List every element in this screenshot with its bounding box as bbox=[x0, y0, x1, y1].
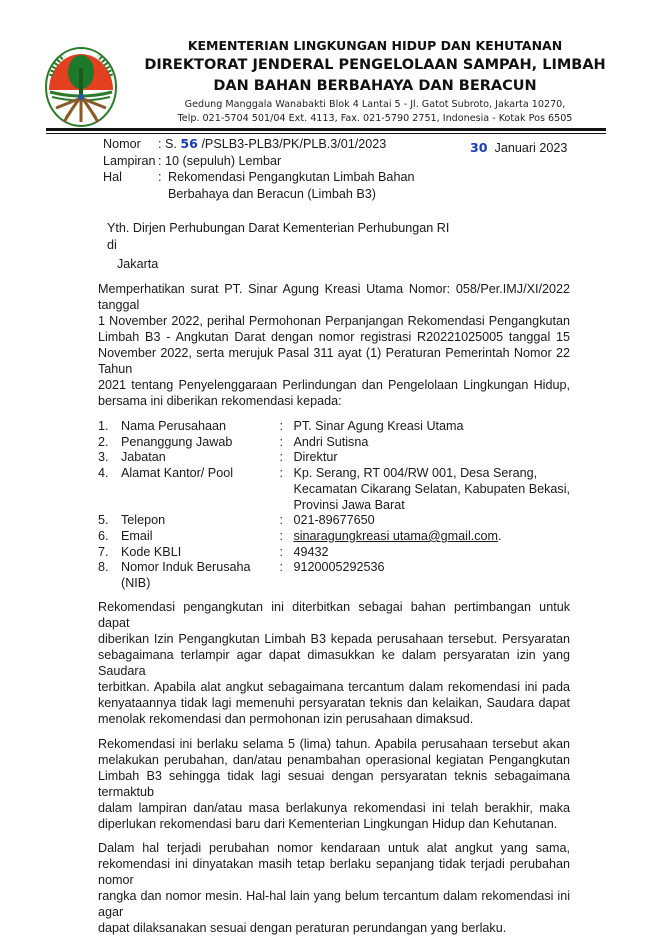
addressee-line1: Yth. Dirjen Perhubungan Darat Kementerian Perhubungan RI bbox=[107, 221, 450, 235]
item-value bbox=[293, 560, 570, 591]
date-month-year: Januari 2023 bbox=[494, 141, 568, 155]
directorate-name-line1: DIREKTORAT JENDERAL PENGELOLAAN SAMPAH, LIMBAH bbox=[144, 57, 606, 73]
ministry-name: KEMENTERIAN LINGKUNGAN HIDUP DAN KEHUTANAN bbox=[187, 38, 563, 53]
item-colon: : bbox=[279, 560, 283, 575]
item-value bbox=[293, 545, 570, 561]
directorate-name-line2: DAN BAHAN BERBAHAYA DAN BERACUN bbox=[213, 78, 537, 94]
email-link[interactable]: sinaragungkreasi utama@gmail.com bbox=[293, 528, 499, 543]
company-details-list bbox=[98, 419, 570, 592]
paragraph-line: Dalam hal terjadi perubahan nomor kendaraan untuk alat angkut yang sama, bbox=[98, 840, 570, 855]
item-label: Penanggung Jawab bbox=[121, 434, 233, 449]
header-divider-thin bbox=[46, 133, 606, 134]
item-label: Nomor Induk Berusaha (NIB) bbox=[121, 560, 251, 591]
item-number: 5. bbox=[98, 513, 109, 528]
item-value-text: Kp. Serang, RT 004/RW 001, Desa Serang, bbox=[293, 466, 538, 481]
letter-meta bbox=[98, 136, 570, 202]
hal-row bbox=[103, 169, 570, 186]
addressee bbox=[98, 220, 570, 273]
header-divider-thick bbox=[46, 128, 606, 131]
paragraph-line: diberikan Izin Pengangkutan Limbah B3 kepada perusahaan tersebut. Persyaratan bbox=[98, 631, 570, 646]
item-label: Email bbox=[121, 528, 153, 543]
item-value-text: 021-89677650 bbox=[293, 513, 375, 528]
item-value bbox=[293, 435, 570, 451]
paragraph-line: Limbah B3 sehingga tidak lagi sesuai dengan persyaratan teknis sebagaimana termaktub bbox=[98, 768, 570, 799]
paragraph-line: menolak rekomendasi dan permohonan izin perusahaan dimaksud. bbox=[98, 711, 474, 726]
paragraph-line: diperlukan rekomendasi baru dari Kementerian Lingkungan Hidup dan Kehutanan. bbox=[98, 816, 558, 831]
item-value bbox=[293, 482, 570, 498]
nomor-label: Nomor bbox=[103, 137, 141, 151]
item-value-text: Provinsi Jawa Barat bbox=[293, 497, 405, 512]
list-spacer bbox=[121, 482, 279, 498]
paragraph-vehicle-change bbox=[98, 840, 570, 936]
item-number: 4. bbox=[98, 466, 109, 481]
paragraph-recommendation bbox=[98, 599, 570, 727]
paragraph-intro bbox=[98, 281, 570, 409]
paragraph-line: 1 November 2022, perihal Permohonan Perpanjangan Rekomendasi Pengangkutan bbox=[98, 314, 570, 328]
hal-colon: : bbox=[158, 170, 162, 184]
list-spacer bbox=[279, 482, 293, 498]
item-value bbox=[293, 498, 570, 514]
item-value-text: 9120005292536 bbox=[293, 560, 385, 575]
date-day-handwritten: 30 bbox=[470, 140, 488, 155]
item-number: 2. bbox=[98, 434, 109, 449]
letter-date bbox=[470, 140, 567, 156]
item-colon: : bbox=[279, 544, 283, 559]
paragraph-line: Memperhatikan surat PT. Sinar Agung Kreasi Utama Nomor: 058/Per.IMJ/XI/2022 tanggal bbox=[98, 282, 570, 312]
item-value bbox=[293, 419, 570, 435]
paragraph-validity bbox=[98, 736, 570, 832]
lampiran-value: : 10 (sepuluh) Lembar bbox=[158, 153, 282, 168]
item-label: Telepon bbox=[121, 513, 166, 528]
item-label: Nama Perusahaan bbox=[121, 419, 227, 433]
lampiran-label: Lampiran bbox=[103, 153, 156, 168]
item-number: 7. bbox=[98, 544, 109, 559]
paragraph-line: melakukan perubahan, dan/atau penambahan operasional kegiatan Pengangkutan bbox=[98, 752, 570, 767]
item-colon: : bbox=[279, 466, 283, 481]
paragraph-line: terbitkan. Apabila alat angkut sebagaimana tercantum dalam rekomendasi ini pada bbox=[98, 679, 570, 694]
item-suffix: . bbox=[498, 528, 502, 543]
paragraph-line: rekomendasi ini dinyatakan masih tetap berlaku sepanjang tidak terjadi perubahan nomor bbox=[98, 856, 570, 887]
list-spacer bbox=[279, 498, 293, 514]
item-number: 3. bbox=[98, 450, 109, 465]
item-label: Jabatan bbox=[121, 450, 166, 465]
list-spacer bbox=[121, 498, 279, 514]
hal-label: Hal bbox=[103, 170, 122, 184]
paragraph-line: Rekomendasi ini berlaku selama 5 (lima) tahun. Apabila perusahaan tersebut akan bbox=[98, 736, 570, 751]
item-number: 1. bbox=[98, 419, 109, 433]
paragraph-line: bersama ini diberikan rekomendasi kepada: bbox=[98, 394, 342, 408]
item-value-text: Direktur bbox=[293, 450, 338, 465]
address-line1: Gedung Manggala Wanabakti Blok 4 Lantai 5 - Jl. Gatot Subroto, Jakarta 10270, bbox=[184, 99, 566, 110]
list-spacer bbox=[98, 498, 121, 514]
paragraph-line: November 2022, serta merujuk Pasal 311 ayat (1) Peraturan Pemerintah Nomor 22 Tahun bbox=[98, 346, 570, 376]
nomor-handwritten: 56 bbox=[180, 136, 198, 151]
list-spacer bbox=[98, 482, 121, 498]
paragraph-line: kenyataannya tidak lagi memenuhi persyaratan teknis dan kelaikan, Saudara dapat bbox=[98, 695, 570, 710]
item-value bbox=[293, 450, 570, 466]
item-colon: : bbox=[279, 419, 283, 433]
item-value-text: PT. Sinar Agung Kreasi Utama bbox=[293, 419, 464, 433]
item-colon: : bbox=[279, 450, 283, 465]
addressee-line3: Jakarta bbox=[117, 257, 159, 271]
item-number: 8. bbox=[98, 560, 109, 575]
item-value bbox=[293, 529, 570, 545]
paragraph-line: Rekomendasi pengangkutan ini diterbitkan sebagai bahan pertimbangan untuk dapat bbox=[98, 599, 570, 630]
paragraph-line: rangka dan nomor mesin. Hal-hal lain yang belum tercantum dalam rekomendasi ini agar bbox=[98, 888, 570, 919]
paragraph-line: dapat dilaksanakan sesuai dengan peraturan perundangan yang berlaku. bbox=[98, 920, 507, 935]
item-value bbox=[293, 513, 570, 529]
item-value-text: Andri Sutisna bbox=[293, 434, 369, 449]
item-colon: : bbox=[279, 528, 283, 543]
item-value-text: 49432 bbox=[293, 544, 329, 559]
ministry-logo bbox=[44, 46, 118, 128]
paragraph-line: dalam lampiran dan/atau masa berlakunya rekomendasi ini telah berakhir, maka bbox=[98, 800, 570, 815]
hal-row-continuation bbox=[103, 186, 570, 203]
hal-line1: Rekomendasi Pengangkutan Limbah Bahan bbox=[168, 170, 415, 184]
addressee-line2: di bbox=[107, 238, 117, 252]
nomor-suffix: /PSLB3-PLB3/PK/PLB.3/01/2023 bbox=[201, 137, 387, 151]
item-colon: : bbox=[279, 434, 283, 449]
paragraph-line: sebagaimana terlampir agar dapat dimasukkan ke dalam persyaratan izin yang Saudara bbox=[98, 647, 570, 678]
item-value-text: Kecamatan Cikarang Selatan, Kabupaten Bekasi, bbox=[293, 481, 570, 496]
hal-line2: Berbahaya dan Beracun (Limbah B3) bbox=[168, 186, 376, 201]
paragraph-line: 2021 tentang Penyelenggaraan Perlindungan dan Pengelolaan Lingkungan Hidup, bbox=[98, 378, 570, 392]
letter-body bbox=[98, 136, 570, 936]
item-label: Alamat Kantor/ Pool bbox=[121, 466, 234, 481]
item-number: 6. bbox=[98, 528, 109, 543]
nomor-prefix: : S. bbox=[158, 137, 177, 151]
item-colon: : bbox=[279, 513, 283, 528]
address-line2: Telp. 021-5704 501/04 Ext. 4113, Fax. 021-5790 2751, Indonesia - Kotak Pos 6505 bbox=[177, 113, 573, 124]
paragraph-line: Limbah B3 - Angkutan Darat dengan nomor registrasi R20221025005 tanggal 15 bbox=[98, 330, 570, 344]
item-label: Kode KBLI bbox=[121, 544, 182, 559]
item-value bbox=[293, 466, 570, 482]
